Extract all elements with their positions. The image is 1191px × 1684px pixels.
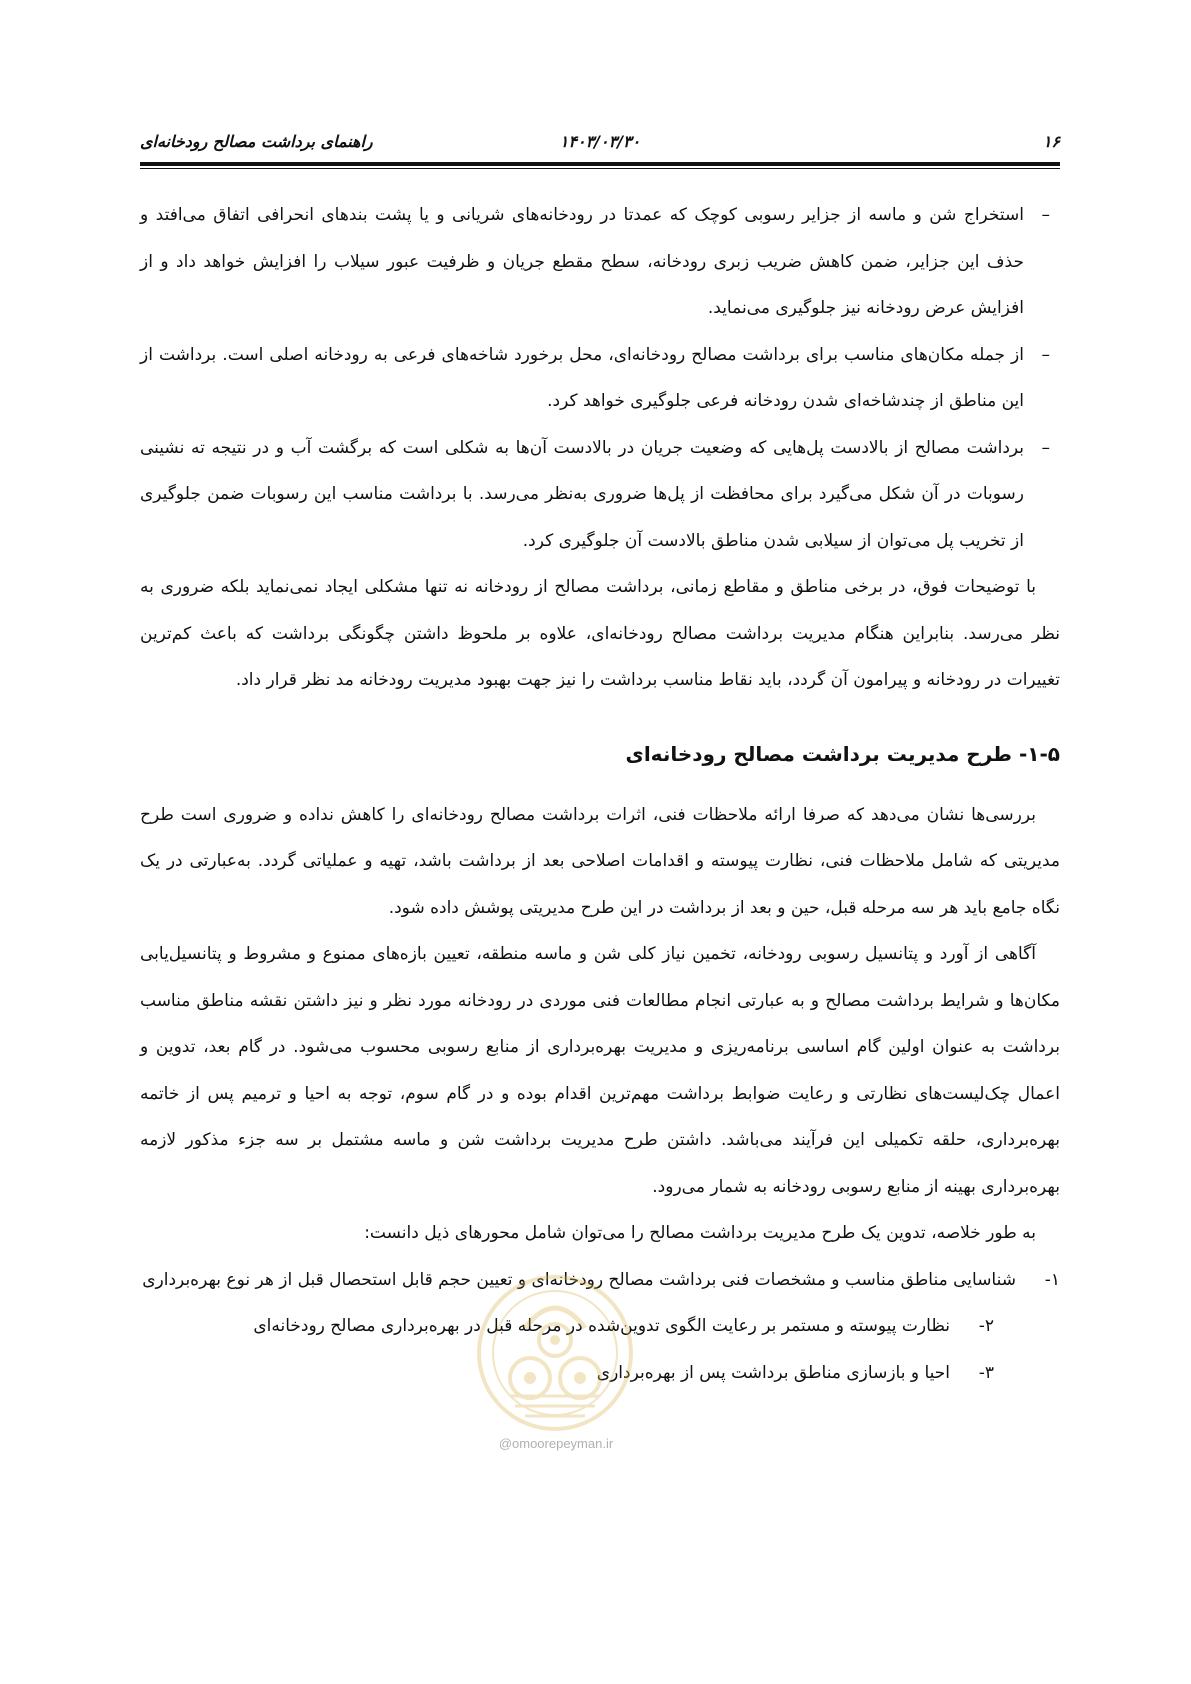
section-paragraph: آگاهی از آورد و پتانسیل رسوبی رودخانه، تخمین نیاز کلی شن و ماسه منطقه، تعیین بازه‌های ممنوع و مشروط و پتانسیل‌یابی مکان‌ها و شرایط برداشت مصالح و به عبارتی انجام مطالعات فنی موردی در رودخانه مورد نظر و نیز داشتن نقشه مناطق مناسب برداشت به عنوان اولین گام اساسی برنامه‌ریزی و مدیریت بهره‌برداری از منابع رسوبی محسوب می‌شود. در گام بعد، تدوین و اعمال چک‌لیست‌های نظارتی و رعایت ضوابط برداشت مهم‌ترین اقدام بوده و در گام سوم، توجه به احیا و ترمیم پس از خاتمه بهره‌برداری، حلقه تکمیلی این فرآیند می‌باشد. داشتن طرح مدیریت برداشت شن و ماسه مشتمل بر سه جزء مذکور لازمه بهره‌برداری بهینه از منابع رسوبی رودخانه به شمار می‌رود. [140, 944, 1060, 1197]
bullet-text: از جمله مکان‌های مناسب برای برداشت مصالح رودخانه‌ای، محل برخورد شاخه‌های فرعی به رودخانه اصلی است. برداشت از این مناطق از چندشاخه‌ای شدن رودخانه فرعی جلوگیری خواهد کرد. [140, 344, 1024, 411]
bullet-text: برداشت مصالح از بالادست پل‌هایی که وضعیت جریان در بالادست آن‌ها به شکلی است که برگشت آب و در نتیجه ته نشینی رسوبات در آن شکل می‌گیرد برای محافظت از پل‌ها ضروری به‌نظر می‌رسد. با برداشت مناسب این رسوبات ضمن جلوگیری از تخریب پل می‌توان از سیلابی شدن مناطق بالادست آن جلوگیری کرد. [140, 437, 1024, 551]
page-content [140, 192, 1060, 1396]
section-paragraph: بررسی‌ها نشان می‌دهد که صرفا ارائه ملاحظات فنی، اثرات برداشت مصالح رودخانه‌ای را کاهش نداده و ضروری است طرح مدیریتی که شامل ملاحظات فنی، نظارت پیوسته و اقدامات اصلاحی بعد از برداشت باشد، تهیه و عملیاتی گردد. به‌عبارتی در یک نگاه جامع باید هر سه مرحله قبل، حین و بعد از برداشت در این طرح مدیریتی پوشش داده شود. [140, 804, 1060, 918]
numbered-item [140, 1257, 1060, 1304]
header-rule-thick [140, 162, 1060, 166]
bullet-dash: – [1041, 437, 1050, 458]
bullet-item [140, 332, 1060, 425]
numbered-list [140, 1257, 1060, 1397]
bullet-dash: – [1041, 205, 1050, 225]
header-date: ۱۴۰۳/۰۳/۳۰ [559, 132, 641, 151]
item-number: ۳- [978, 1362, 994, 1383]
item-text: شناسایی مناطق مناسب و مشخصات فنی برداشت مصالح رودخانه‌ای و تعیین حجم قابل استحصال قبل از هر نوع بهره‌برداری [142, 1269, 1016, 1290]
item-number: ۲- [978, 1316, 994, 1336]
numbered-item [140, 1350, 1060, 1397]
bullet-item [140, 192, 1060, 332]
numbered-item [140, 1303, 1060, 1350]
header-title: راهنمای برداشت مصالح رودخانه‌ای [140, 132, 373, 151]
watermark-url: @omoorepeyman.ir [498, 1436, 614, 1451]
bullet-item [140, 425, 1060, 565]
summary-intro: به طور خلاصه، تدوین یک طرح مدیریت برداشت مصالح را می‌توان شامل محورهای ذیل دانست: [364, 1223, 1036, 1243]
paragraph-after-bullets: با توضیحات فوق، در برخی مناطق و مقاطع زمانی، برداشت مصالح از رودخانه نه تنها مشکلی ایجاد نمی‌نماید بلکه ضروری به نظر می‌رسد. بنابراین هنگام مدیریت برداشت مصالح رودخانه‌ای، علاوه بر ملحوظ داشتن چگونگی برداشت که باعث کم‌ترین تغییرات در رودخانه و پیرامون آن گردد، باید نقاط مناسب برداشت را نیز جهت بهبود مدیریت رودخانه مد نظر قرار داد. [140, 577, 1060, 690]
item-number: ۱- [1044, 1269, 1060, 1290]
item-text: نظارت پیوسته و مستمر بر رعایت الگوی تدوین‌شده در مرحله قبل در بهره‌برداری مصالح رودخانه‌ای [253, 1316, 950, 1336]
bullet-list [140, 192, 1060, 564]
bullet-dash: – [1041, 344, 1050, 365]
item-text: احیا و بازسازی مناطق برداشت پس از بهره‌برداری [596, 1362, 950, 1383]
header-rule-thin [140, 168, 1060, 169]
page-header [140, 128, 1060, 158]
section-heading: ۱-۵- طرح مدیریت برداشت مصالح رودخانه‌ای [625, 741, 1060, 766]
page-number: ۱۶ [1042, 132, 1060, 151]
bullet-text: استخراج شن و ماسه از جزایر رسوبی کوچک که عمدتا در رودخانه‌های شریانی و یا پشت بندهای انحرافی اتفاق می‌افتد و حذف این جزایر، ضمن کاهش ضریب زبری رودخانه، سطح مقطع جریان و ظرفیت عبور سیلاب را افزایش خواهد داد و از افزایش عرض رودخانه نیز جلوگیری می‌نماید. [140, 205, 1024, 318]
